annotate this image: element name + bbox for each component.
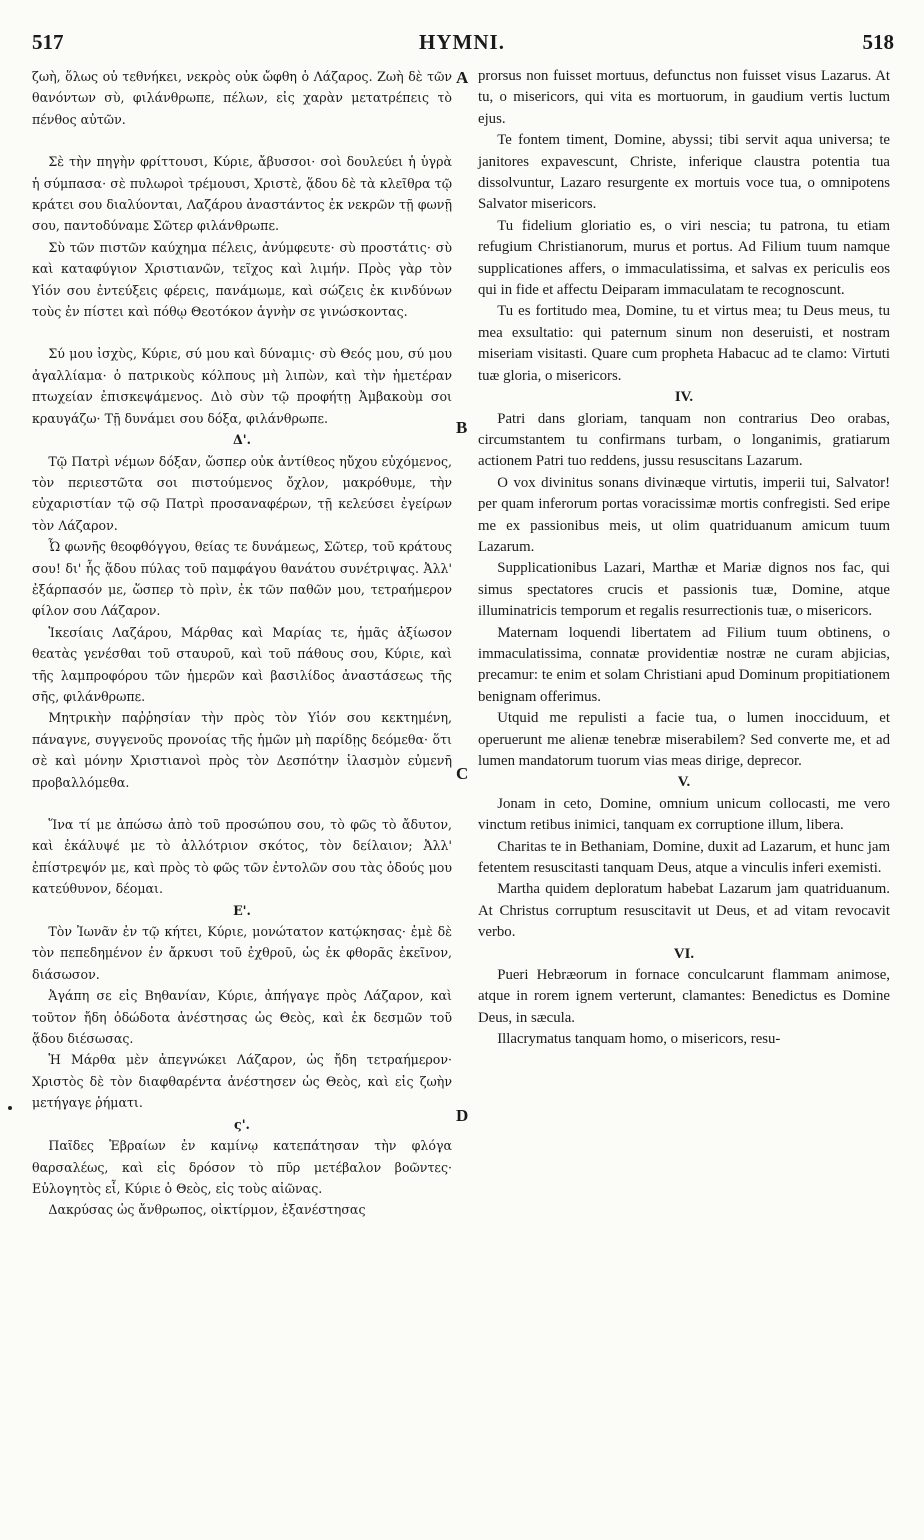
ode-heading: ς'. [234,1116,250,1132]
latin-paragraph: Utquid me repulisti a facie tua, o lumen inocciduum, et operuerunt me alienæ tenebræ miserabilem? Sed converte me, et ad lumen mandatorum tuorum vias meas dirige, deprecor. [478,710,890,769]
margin-mark-b: B [456,418,468,437]
greek-paragraph: Τὸν Ἰωνᾶν ἐν τῷ κήτει, Κύριε, μονώτατον κατῴκησας· ἐμὲ δὲ τὸν πεπεδημένον ἐν ἄρκυσι τοῦ ἐχθροῦ, ὡς ἐκ φθορᾶς ἐκεῖνον, διάσωσον. [32,924,452,982]
greek-paragraph: Τῷ Πατρὶ νέμων δόξαν, ὥσπερ οὐκ ἀντίθεος ηὔχου εὐχόμενος, τὸν περιεστῶτα σοι πιστούμενος ὄχλον, μακρόθυμε, τὴν εὐχαριστίαν τῷ σῷ Πατρὶ προσαναφέρων, τῇ κελεύσει ἐγείρων τὸν Λάζαρον. [32,453,452,533]
greek-paragraph: Σύ μου ἰσχὺς, Κύριε, σύ μου καὶ δύναμις· σὺ Θεός μου, σύ μου ἀγαλλίαμα· ὁ πατρικοὺς κόλπους μὴ λιπὼν, καὶ τὴν ἡμετέραν πτωχείαν ἐπισκεψάμενος. Διὸ σὺν τῷ προφήτῃ Ἀμβακοὺμ σοι κραυγάζω· Τῇ δυνάμει σου δόξα, φιλάνθρωπε. [32,346,452,426]
greek-paragraph: Μητρικὴν παῤῥησίαν τὴν πρὸς τὸν Υἱόν σου κεκτημένη, πάναγνε, συγγενοῦς προνοίας τῆς ἡμῶν μὴ παρίδῃς δεόμεθα· ὅτι σὲ καὶ μόνην Χριστιανοὶ πρὸς τὸν Δεσπότην ἱλασμὸν εὐμενῆ προβαλλόμεθα. [32,710,452,790]
latin-paragraph: O vox divinitus sonans divinæque virtutis, imperii tui, Salvator! per quam inferorum portas voracissimæ mortis confregisti. Sed eripe me ex passionibus meis, ut olim quatriduanum amicum tuum Lazarum. [478,474,890,555]
greek-paragraph: Δακρύσας ὡς ἄνθρωπος, οἰκτίρμον, ἐξανέστησας [48,1202,366,1218]
greek-paragraph: Σὲ τὴν πηγὴν φρίττουσι, Κύριε, ἄβυσσοι· σοὶ δουλεύει ἡ ὑγρὰ ἡ σύμπασα· σὲ πυλωροὶ τρέμουσι, Χριστὲ, ᾅδου δὲ τὰ κλεῖθρα τῷ κράτει σου διαλύονται, Λαζάρου ἀναστάντος ἐκ νεκρῶν τῇ φωνῇ σου, παντοδύναμε Σῶτερ φιλάνθρωπε. [32,154,452,234]
latin-paragraph: Tu es fortitudo mea, Domine, tu et virtus mea; tu Deus meus, tu mea exsultatio: qui paternum sinum non deseruisti, et nostram miseriam visitasti. Quare cum propheta Habacuc ad te clamo: Virtuti tuæ gloria, o misericors. [478,303,890,384]
margin-mark-c: C [456,764,469,783]
latin-paragraph: Tu fidelium gloriatio es, o viri nescia; tu patrona, tu etiam refugium Christianorum, murus et portus. Ad Filium tuum namque supplicationes affers, o immaculatissima, et salvas ex periculis eos qui in fide et affectu Deiparam immaculatam te recognoscunt. [478,217,890,299]
greek-paragraph: Ἀγάπη σε εἰς Βηθανίαν, Κύριε, ἀπήγαγε πρὸς Λάζαρον, καὶ τοῦτον ἤδη ὀδώδοτα ἀνέστησας ὡς Θεὸς, καὶ ἐκ δεσμῶν τοῦ ᾅδου διέσωσας. [32,988,452,1047]
latin-paragraph: Martha quidem deploratum habebat Lazarum jam quatriduanum. At Christus corruptum resuscitavit ut Deus, et ad vitam revocavit verbo. [478,881,890,941]
ode-heading: V. [677,774,691,791]
greek-paragraph: Σὺ τῶν πιστῶν καύχημα πέλεις, ἀνύμφευτε· σὺ προστάτις· σὺ καὶ καταφύγιον Χριστιανῶν, τεῖχος καὶ λιμήν. Πρὸς γὰρ τὸν Υἱόν σου ἐντεύξεις φέρεις, πανάμωμε, καὶ σώζεις ἐκ κινδύνων τοὺς ἐν πίστει καὶ πόθῳ Θεοτόκον ἁγνὴν σε γινώσκοντας. [32,239,452,320]
ode-heading: IV. [674,389,694,406]
greek-paragraph: Ἡ Μάρθα μὲν ἀπεγνώκει Λάζαρον, ὡς ἤδη τετραήμερον· Χριστὸς δὲ τὸν διαφθαρέντα ἀνέστησεν ὡς Θεὸς, καὶ εἰς ζωὴν μετήγαγε ῥήματι. [32,1052,452,1111]
greek-paragraph: Ἱκεσίαις Λαζάρου, Μάρθας καὶ Μαρίας τε, ἡμᾶς ἀξίωσον θεατὰς γενέσθαι τοῦ σταυροῦ, καὶ τοῦ πάθους σου, Κύριε, καὶ τῆς λαμπροφόρου τῶν ἡμερῶν καὶ βασιλίδος ἀναστάσεως τῆς σῆς, φιλάνθρωπε. [32,624,452,704]
page-number-left: 517 [32,30,64,54]
greek-paragraph: ζωὴ, ὅλως οὐ τεθνήκει, νεκρὸς οὐκ ὤφθη ὁ Λάζαρος. Ζωὴ δὲ τῶν θανόντων σὺ, φιλάνθρωπε, πέλων, εἰς χαρὰν μετατρέπεις τὸ πένθος αὐτῶν. [32,69,452,127]
ode-heading: Δ'. [232,432,251,448]
margin-mark-a: A [456,68,469,87]
greek-column [32,66,452,1221]
running-title: ΗΥΜΝΙ. [419,30,505,54]
ode-heading: VI. [673,945,695,962]
margin-dot [8,1106,12,1110]
page-number-right: 518 [862,30,894,54]
latin-paragraph: Te fontem timent, Domine, abyssi; tibi servit aqua universa; te janitores expavescunt, Christe, inferique claustra potentia tua dissolvuntur, Lazaro resurgente ex mortuis voce tua, o omnipotens Salvator misericors. [478,132,890,213]
latin-paragraph: Illacrymatus tanquam homo, o misericors, resu- [497,1031,781,1048]
ode-heading: Ε'. [233,902,251,918]
greek-paragraph: Ὦ φωνῆς θεοφθόγγου, θείας τε δυνάμεως, Σῶτερ, τοῦ κράτους σου! δι' ἧς ᾅδου πύλας τοῦ παμφάγου θανάτου συνέτριψας. Ἀλλ' ἐξάρπασόν με, ὥσπερ τὸ πρὶν, ἐκ τῶν παθῶν μου, τετραήμερον φίλον σου Λάζαρον. [32,539,452,619]
latin-paragraph: Jonam in ceto, Domine, omnium unicum collocasti, me vero vinctum retibus inimici, tanquam ex corruptione illum, libera. [478,795,890,834]
latin-paragraph: Supplicationibus Lazari, Marthæ et Mariæ dignos nos fac, qui simus spectatores crucis et passionis tuæ, Domine, atque illuminatricis temporum et regalis resurrectionis tuæ, o misericors. [478,560,890,620]
latin-paragraph: prorsus non fuisset mortuus, defunctus non fuisset visus Lazarus. At tu, o misericors, qui vita es mortuorum, in gaudium vertis luctum ejus. [478,68,890,127]
latin-paragraph: Pueri Hebræorum in fornace conculcarunt flammam animose, atque in rorem ignem verterunt, clamantes: Benedictus es Domine Deus, in sæcula. [478,967,890,1026]
margin-mark-d: D [456,1106,469,1125]
greek-paragraph: Ἵνα τί με ἀπώσω ἀπὸ τοῦ προσώπου σου, τὸ φῶς τὸ ἄδυτον, καὶ ἐκάλυψέ με τὸ ἀλλότριον σκότος, τὸν δείλαιον; Ἀλλ' ἐπίστρεψόν με, καὶ πρὸς τὸ φῶς τῶν ἐντολῶν σου τὰς ὁδούς μου κατεύθυνον, δέομαι. [32,817,452,897]
latin-paragraph: Charitas te in Bethaniam, Domine, duxit ad Lazarum, et hunc jam fetentem resuscitasti tanquam Deus, atque a vinculis inferi exemisti. [478,838,890,877]
latin-column [478,66,890,1051]
greek-paragraph: Παῖδες Ἑβραίων ἐν καμίνῳ κατεπάτησαν τὴν φλόγα θαρσαλέως, καὶ εἰς δρόσον τὸ πῦρ μετέβαλον βοῶντες· Εὐλογητὸς εἶ, Κύριε ὁ Θεὸς, εἰς τοὺς αἰῶνας. [32,1138,452,1196]
latin-paragraph: Maternam loquendi libertatem ad Filium tuum obtinens, o immaculatissima, connatæ providentiæ nostræ ne curam abjicias, precamur: te enim et solam Christiani apud Dominum propitiationem benignam offerimus. [478,624,890,705]
latin-paragraph: Patri dans gloriam, tanquam non contrarius Deo orabas, circumstantem tu confirmans turbam, o longanimis, gratiarum actionem Patri tuo reddens, jussu resuscitans Lazarum. [478,410,890,470]
